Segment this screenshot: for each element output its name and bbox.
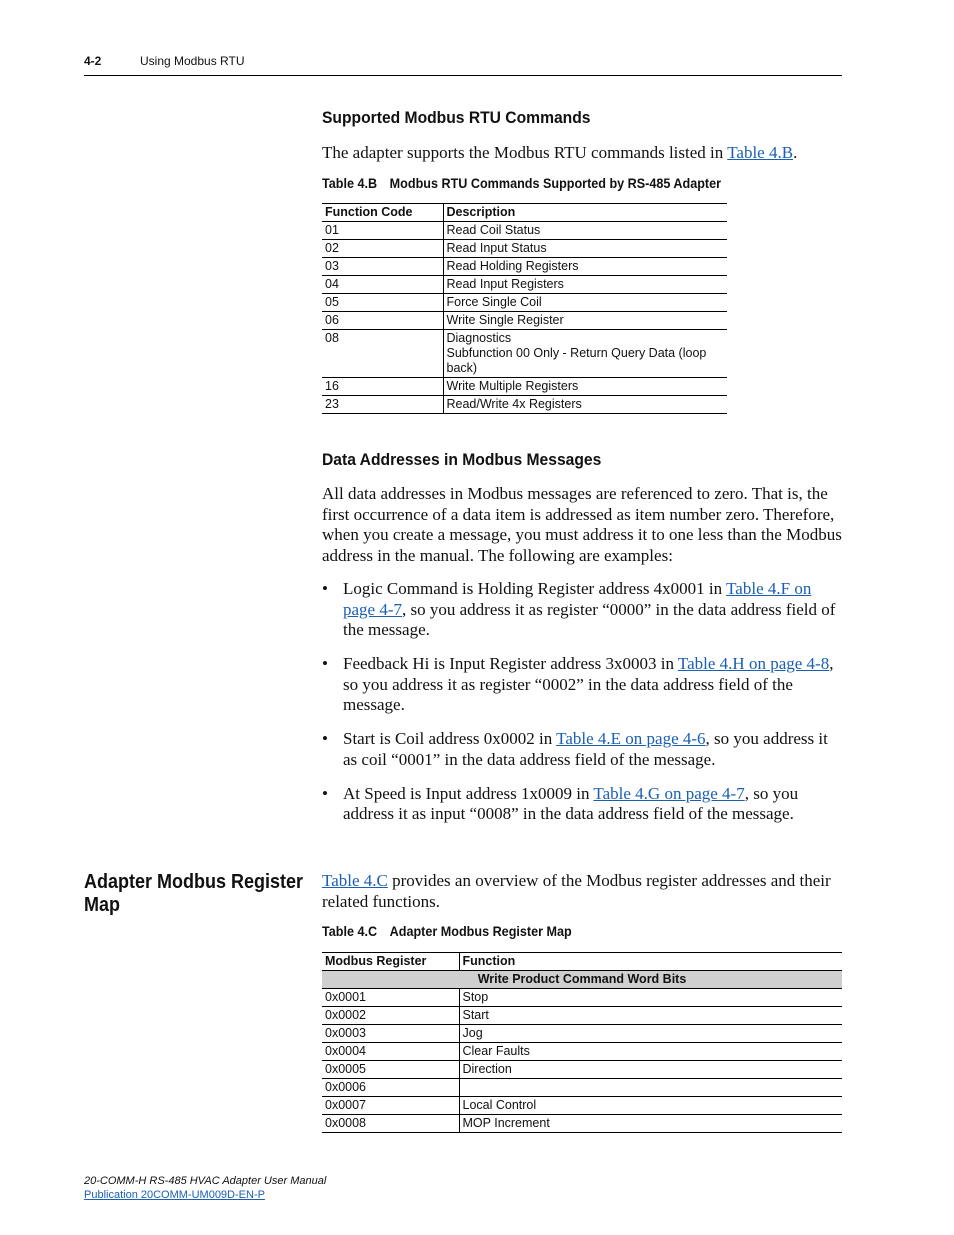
bullet-glyph: • bbox=[322, 579, 328, 598]
function-cell bbox=[459, 1079, 842, 1097]
bullet-glyph: • bbox=[322, 729, 328, 748]
table-reference-link[interactable]: Table 4.F on page 4-7 bbox=[343, 579, 812, 619]
function-code-cell: 16 bbox=[322, 378, 443, 396]
table-4b-title: Modbus RTU Commands Supported by RS-485 Adapter bbox=[389, 175, 722, 191]
side-heading-register-map bbox=[84, 871, 303, 917]
description-text: Read Input Status bbox=[446, 241, 547, 255]
section-heading-supported-commands: Supported Modbus RTU Commands bbox=[322, 108, 591, 127]
list-item bbox=[322, 729, 842, 770]
bullet-text-end: , so you address it as coil “0001” in the data address field of the message. bbox=[343, 729, 828, 769]
table-row bbox=[322, 312, 727, 330]
table-row bbox=[322, 240, 727, 258]
register-map-table bbox=[322, 952, 842, 1133]
description-cell bbox=[443, 378, 727, 396]
list-item bbox=[322, 784, 842, 825]
group-row-label: Write Product Command Word Bits bbox=[322, 971, 842, 989]
footer-manual-title: 20-COMM-H RS-485 HVAC Adapter User Manual bbox=[84, 1175, 327, 1187]
function-cell: Start bbox=[459, 1007, 842, 1025]
table-4b-label: Table 4.B bbox=[322, 175, 378, 191]
description-text: Write Multiple Registers bbox=[446, 379, 579, 393]
section1-intro-end: . bbox=[793, 143, 798, 162]
function-cell: Stop bbox=[459, 989, 842, 1007]
description-cell bbox=[443, 330, 727, 378]
table-row bbox=[322, 222, 727, 240]
description-cell bbox=[443, 240, 727, 258]
table-row bbox=[322, 1007, 842, 1025]
table-header-row bbox=[322, 953, 842, 971]
function-code-cell: 03 bbox=[322, 258, 443, 276]
table-4c-title: Adapter Modbus Register Map bbox=[389, 923, 572, 939]
register-cell: 0x0008 bbox=[322, 1115, 459, 1133]
description-cell bbox=[443, 276, 727, 294]
function-cell: Direction bbox=[459, 1061, 842, 1079]
description-cell bbox=[443, 294, 727, 312]
table-row bbox=[322, 989, 842, 1007]
table-row bbox=[322, 1025, 842, 1043]
table-4c-link[interactable]: Table 4.C bbox=[322, 871, 388, 890]
table-row bbox=[322, 276, 727, 294]
footer-publication-link[interactable]: Publication 20COMM-UM009D-EN-P bbox=[84, 1189, 265, 1201]
function-code-cell: 08 bbox=[322, 330, 443, 378]
bullet-text-end: , so you address it as register “0002” in the data address field of the message. bbox=[343, 654, 834, 714]
bullet-text-end: , so you address it as input “0008” in the data address field of the message. bbox=[343, 783, 799, 823]
function-code-cell: 06 bbox=[322, 312, 443, 330]
function-cell: Local Control bbox=[459, 1097, 842, 1115]
function-cell: Clear Faults bbox=[459, 1043, 842, 1061]
bullet-text: Logic Command is Holding Register address 4x0001 in bbox=[343, 579, 727, 598]
description-cell bbox=[443, 222, 727, 240]
register-cell: 0x0003 bbox=[322, 1025, 459, 1043]
table-row bbox=[322, 1061, 842, 1079]
examples-list bbox=[322, 579, 842, 838]
bullet-text: At Speed is Input address 1x0009 in bbox=[343, 783, 594, 803]
description-cell bbox=[443, 396, 727, 414]
column-header-modbus-register: Modbus Register bbox=[322, 953, 459, 971]
bullet-text-end: , so you address it as register “0000” in the data address field of the message. bbox=[343, 599, 836, 639]
table-reference-link[interactable]: Table 4.E on page 4-6 bbox=[556, 729, 706, 748]
table-row bbox=[322, 1043, 842, 1061]
table-header-row bbox=[322, 204, 727, 222]
register-cell: 0x0002 bbox=[322, 1007, 459, 1025]
description-text: Read Holding Registers bbox=[446, 259, 579, 273]
table-4c-label: Table 4.C bbox=[322, 923, 378, 939]
table-row bbox=[322, 294, 727, 312]
description-text: Force Single Coil bbox=[446, 295, 542, 309]
description-subtext: Subfunction 00 Only - Return Query Data (loop back) bbox=[446, 346, 707, 375]
register-cell: 0x0001 bbox=[322, 989, 459, 1007]
bullet-text: Start is Coil address 0x0002 in bbox=[343, 729, 557, 748]
register-cell: 0x0005 bbox=[322, 1061, 459, 1079]
column-header-function-code: Function Code bbox=[322, 204, 443, 222]
table-row bbox=[322, 396, 727, 414]
register-cell: 0x0006 bbox=[322, 1079, 459, 1097]
bullet-text: Feedback Hi is Input Register address 3x0003 in bbox=[343, 654, 678, 673]
register-cell: 0x0007 bbox=[322, 1097, 459, 1115]
description-text: Diagnostics bbox=[446, 331, 512, 345]
description-text: Read/Write 4x Registers bbox=[446, 397, 582, 411]
function-code-cell: 05 bbox=[322, 294, 443, 312]
function-code-cell: 01 bbox=[322, 222, 443, 240]
table-4b-link[interactable]: Table 4.B bbox=[727, 143, 794, 162]
table-row bbox=[322, 1097, 842, 1115]
table-row bbox=[322, 258, 727, 276]
modbus-commands-table bbox=[322, 203, 727, 414]
description-text: Read Input Registers bbox=[446, 277, 564, 291]
table-row bbox=[322, 378, 727, 396]
function-cell: MOP Increment bbox=[459, 1115, 842, 1133]
chapter-title: Using Modbus RTU bbox=[140, 54, 245, 68]
table-4b-caption bbox=[322, 175, 721, 191]
data-addresses-paragraph: All data addresses in Modbus messages are referenced to zero. That is, the first occurrence of a data item is addressed as item number zero. Therefore, when you create a message, you must address it to one less than the Modbus address in the manual. The following are examples: bbox=[322, 484, 842, 565]
table-reference-link[interactable]: Table 4.G on page 4-7 bbox=[593, 783, 745, 803]
function-code-cell: 23 bbox=[322, 396, 443, 414]
table-row bbox=[322, 330, 727, 378]
bullet-glyph: • bbox=[322, 654, 328, 673]
function-cell: Jog bbox=[459, 1025, 842, 1043]
table-reference-link[interactable]: Table 4.H on page 4-8 bbox=[677, 654, 830, 673]
section1-intro bbox=[322, 143, 842, 164]
table-group-row bbox=[322, 971, 842, 989]
description-cell bbox=[443, 258, 727, 276]
register-map-intro bbox=[322, 871, 842, 912]
description-text: Write Single Register bbox=[446, 313, 564, 327]
header-rule bbox=[84, 75, 842, 76]
function-code-cell: 02 bbox=[322, 240, 443, 258]
page-number: 4-2 bbox=[84, 54, 102, 68]
list-item bbox=[322, 654, 842, 716]
description-cell bbox=[443, 312, 727, 330]
side-heading-line2: Map bbox=[84, 894, 120, 916]
bullet-glyph: • bbox=[322, 783, 328, 803]
register-cell: 0x0004 bbox=[322, 1043, 459, 1061]
table-row bbox=[322, 1115, 842, 1133]
column-header-function: Function bbox=[459, 953, 842, 971]
side-heading-line1: Adapter Modbus Register bbox=[84, 871, 304, 893]
column-header-description: Description bbox=[443, 204, 727, 222]
section-heading-data-addresses: Data Addresses in Modbus Messages bbox=[322, 450, 602, 469]
register-map-intro-text: provides an overview of the Modbus register addresses and their related functions. bbox=[322, 871, 831, 911]
table-row bbox=[322, 1079, 842, 1097]
section1-intro-text: The adapter supports the Modbus RTU commands listed in bbox=[322, 143, 728, 162]
list-item bbox=[322, 579, 842, 641]
description-text: Read Coil Status bbox=[446, 223, 541, 237]
function-code-cell: 04 bbox=[322, 276, 443, 294]
table-4c-caption bbox=[322, 923, 572, 939]
